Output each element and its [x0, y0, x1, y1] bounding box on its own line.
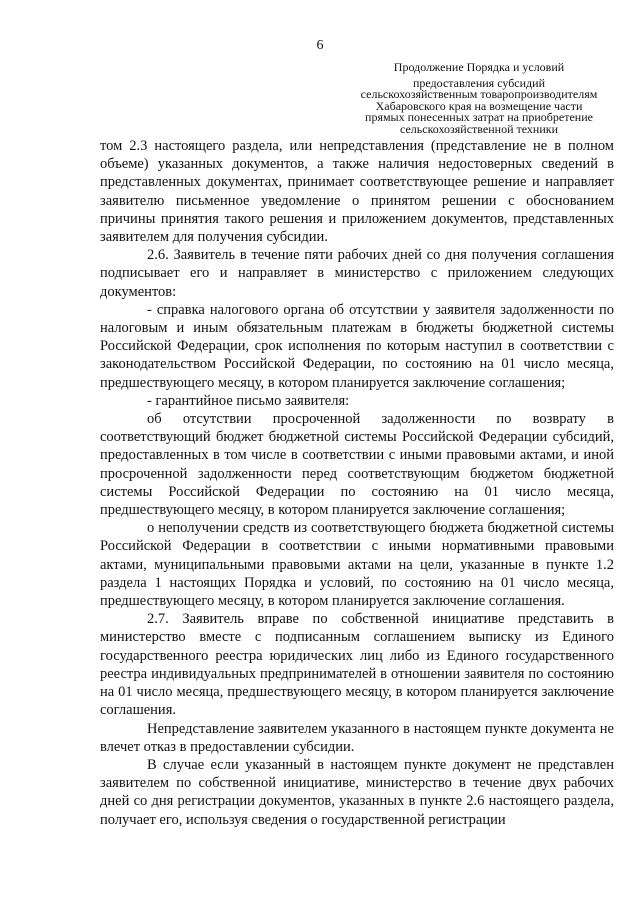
paragraph: том 2.3 настоящего раздела, или непредставления (представление не в полном объеме) указанных документов, а также наличия недостоверных сведений в представленных документах, принимает соответствующее решение и направляет заявителю письменное уведомление о принятом решении с обоснованием причины принятия такого решения и приложением документов, представленных заявителем для получения субсидии. — [100, 138, 614, 246]
paragraph: В случае если указанный в настоящем пункте документ не представлен заявителем по собственной инициативе, министерство в течение двух рабочих дней со дня регистрации документов, указанных в пункте 2.6 настоящего раздела, получает его, используя сведения о государственной регистрации — [100, 756, 614, 828]
header-line: Хабаровского края на возмещение части — [375, 98, 583, 113]
paragraph: 2.6. Заявитель в течение пяти рабочих дней со дня получения соглашения подписывает его и направляет в министерство с приложением следующих документов: — [100, 247, 614, 300]
paragraph: - справка налогового органа об отсутствии у заявителя задолженности по налоговым и иным обязательным платежам в бюджеты бюджетной системы Российской Федерации, срок исполнения по которым наступил в соответствии с законодательством Российской Федерации, по состоянию на 01 число месяца, предшествующего месяцу, в котором планируется заключение соглашения; — [100, 301, 614, 391]
header-line: сельскохозяйственным товаропроизводителям — [360, 87, 598, 101]
header-line: Продолжение Порядка и условий — [393, 60, 565, 74]
header-line: предоставления субсидий — [412, 75, 546, 90]
header-line: прямых понесенных затрат на приобретение — [365, 110, 593, 124]
document-header — [344, 62, 614, 135]
page-number: 6 — [316, 38, 324, 53]
paragraph: Непредставление заявителем указанного в настоящем пункте документа не влечет отказ в предоставлении субсидии. — [100, 720, 614, 755]
paragraph: - гарантийное письмо заявителя: — [147, 392, 350, 409]
document-body — [100, 137, 614, 829]
paragraph: о неполучении средств из соответствующего бюджета бюджетной системы Российской Федерации в соответствии с иными нормативными правовыми актами, муниципальными правовыми актами на цели, указанные в пункте 1.2 раздела 1 настоящих Порядка и условий, по состоянию на 01 число месяца, предшествующего месяцу, в котором планируется заключение соглашения. — [100, 520, 614, 610]
header-line: сельскохозяйственной техники — [400, 121, 558, 136]
paragraph: об отсутствии просроченной задолженности по возврату в соответствующий бюджет бюджетной системы Российской Федерации субсидий, предоставленных в том числе в соответствии с иными правовыми актами, и иной просроченной задолженности перед соответствующим бюджетом бюджетной системы Российской Федерации по состоянию на 01 число месяца, предшествующего месяцу, в котором планируется заключение соглашения; — [100, 411, 614, 519]
paragraph: 2.7. Заявитель вправе по собственной инициативе представить в министерство вместе с подписанным соглашением выписку из Единого государственного реестра юридических лиц либо из Единого государственного реестра индивидуальных предпринимателей в отношении заявителя по состоянию на 01 число месяца, предшествующего месяцу, в котором планируется заключение соглашения. — [100, 611, 614, 719]
